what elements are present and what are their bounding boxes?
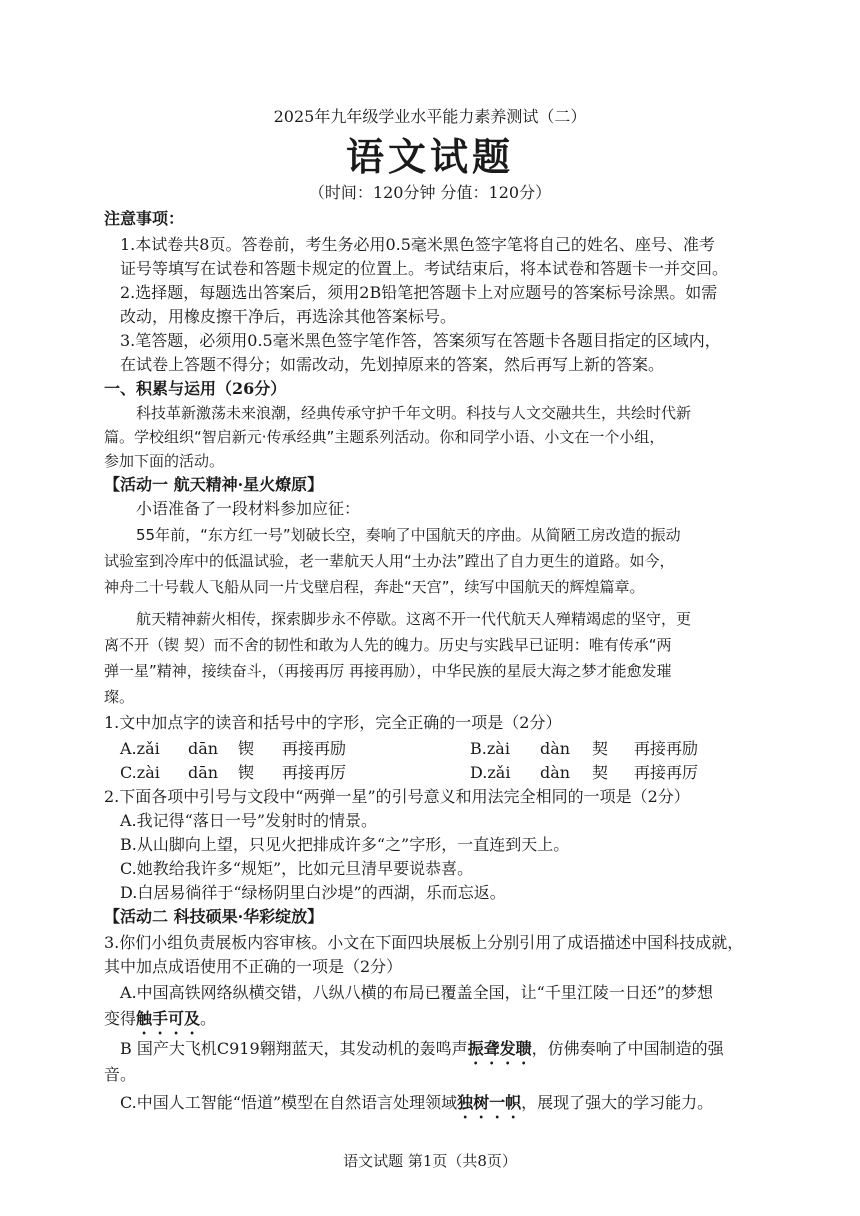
activity-heading: 【活动二 科技硕果·华彩绽放】 [104,907,324,926]
option-word: 再接再励 [282,739,347,758]
option-word: 再接再厉 [282,763,347,782]
option-word: 再接再励 [634,739,699,758]
dotted-idiom: 振聋发聩 [467,1039,532,1058]
notice-line: 2.选择题，每题选出答案后，须用2B铅笔把答题卡上对应题号的答案标号涂黑。如需 [120,283,718,302]
option-pinyin: dān [188,763,219,782]
material-line: 55年前，“东方红一号”划破长空，奏响了中国航天的序曲。从简陋工房改造的振动 [136,526,681,544]
notice-line: 证号等填写在试卷和答题卡规定的位置上。考试结束后，将本试卷和答题卡一并交回。 [120,259,729,278]
activity-heading: 【活动一 航天精神·星火燎原】 [104,475,324,494]
dotted-idiom: 触手可及 [136,1009,201,1028]
q2-option: A.我记得“落日一号”发射时的情景。 [120,811,378,830]
q2-option: B.从山脚向上望，只见火把排成许多“之”字形，一直连到天上。 [120,835,570,854]
section-heading: 一、积累与运用（26分） [104,379,287,398]
notice-heading: 注意事项： [104,209,185,228]
material-line: 神舟二十号载人飞船从同一片戈壁启程，奔赴“天宫”，续写中国航天的辉煌篇章。 [104,578,645,596]
text: 。 [200,1009,217,1028]
intro-line: 科技革新激荡未来浪潮，经典传承守护千年文明。科技与人文交融共生，共绘时代新 [136,404,692,422]
option-char: 契 [592,763,609,782]
question-stem: 3.你们小组负责展板内容审核。小文在下面四块展板上分别引用了成语描述中国科技成就， [104,933,744,952]
q2-option: D.白居易徜徉于“绿杨阴里白沙堤”的西湖，乐而忘返。 [120,883,506,902]
q3-option-a-line1: A.中国高铁网络纵横交错，八纵八横的布局已覆盖全国，让“千里江陵一日还”的梦想 [120,983,714,1002]
exam-title: 2025年九年级学业水平能力素养测试（二） [273,107,587,126]
option-char: 契 [592,739,609,758]
intro-line: 参加下面的活动。 [104,452,225,470]
material-line: 弹一星”精神，接续奋斗，（再接再厉 再接再励），中华民族的星辰大海之梦才能愈发璀 [104,662,672,680]
option-char: 锲 [238,739,255,758]
material-line: 航天精神薪火相传，探索脚步永不停歇。这离不开一代代航天人殚精竭虑的坚守，更 [136,610,692,628]
notice-line: 在试卷上答题不得分；如需改动，先划掉原来的答案，然后再写上新的答案。 [120,355,665,374]
option-pinyin: dān [188,739,219,758]
question-stem: 其中加点成语使用不正确的一项是（2分） [104,957,403,976]
activity-lead: 小语准备了一段材料参加应征： [136,499,361,518]
time-score: （时间：120分钟 分值：120分） [308,183,552,202]
text: C.中国人工智能“悟道”模型在自然语言处理领域 [120,1093,458,1112]
q3-option-a-line2 [104,1008,216,1038]
question-stem: 2.下面各项中引号与文段中“两弹一星”的引号意义和用法完全相同的一项是（2分） [104,787,690,806]
dotted-idiom: 独树一帜 [457,1093,522,1112]
option-label: C.zài [120,763,160,782]
q2-option: C.她教给我许多“规矩”，比如元旦清早要说恭喜。 [120,859,474,878]
notice-line: 3.笔答题，必须用0.5毫米黑色签字笔作答，答案须写在答题卡各题目指定的区域内， [120,331,721,350]
option-label: A.zǎi [120,739,160,758]
material-line: 离不开（锲 契）而不舍的韧性和敢为人先的魄力。历史与实践早已证明：唯有传承“两 [104,636,672,654]
q3-option-c [120,1092,713,1122]
text: 变得 [104,1009,137,1028]
notice-line: 改动，用橡皮擦干净后，再选涂其他答案标号。 [120,307,457,326]
subject-title: 语文试题 [345,134,514,179]
text: ，仿佛奏响了中国制造的强 [531,1039,724,1058]
page-footer: 语文试题 第1页（共8页） [343,1152,517,1170]
option-char: 锲 [238,763,255,782]
option-pinyin: dàn [540,739,571,758]
option-word: 再接再厉 [634,763,699,782]
q3-option-b-line2: 音。 [104,1065,137,1084]
material-line: 璨。 [104,688,135,706]
option-label: B.zài [470,739,510,758]
material-line: 试验室到冷库中的低温试验，老一辈航天人用“土办法”蹚出了自力更生的道路。如今， [104,552,675,570]
option-label: D.zǎi [470,763,511,782]
question-stem: 1.文中加点字的读音和括号中的字形，完全正确的一项是（2分） [104,713,562,732]
text: B 国产大飞机C919翱翔蓝天，其发动机的轰鸣声 [120,1039,468,1058]
notice-line: 1.本试卷共8页。答卷前，考生务必用0.5毫米黑色签字笔将自己的姓名、座号、准考 [120,235,715,254]
q3-option-b-line1 [120,1038,724,1068]
option-pinyin: dàn [540,763,571,782]
text: ，展现了强大的学习能力。 [521,1093,714,1112]
intro-line: 篇。学校组织“智启新元·传承经典”主题系列活动。你和同学小语、小文在一个小组， [104,428,665,446]
